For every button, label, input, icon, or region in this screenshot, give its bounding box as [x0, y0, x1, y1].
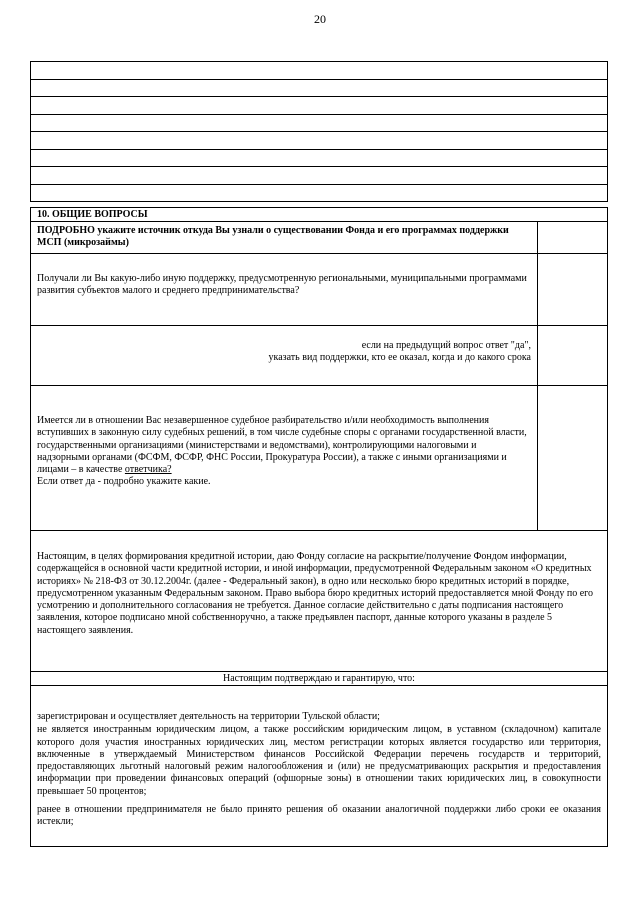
litigation-text: Имеется ли в отношении Вас незавершенное судебное разбирательство и/или необходимость выполнения вступивших в законную силу судебных решений, в том числе судебные споры с органами государственной власти, государственными организациями (министерствами и ведомствами), контролирующими налоговыми и надзорными органами (ФСФМ, ФСФР, ФНС России, Прокуратура России), а также с иными организациями и лицами – в качестве — [37, 415, 527, 476]
blank-line[interactable] — [31, 80, 607, 98]
confirm-item-3: ранее в отношении предпринимателя не было принято решения об оказании аналогичной поддержки либо сроки ее оказания истекли; — [37, 804, 601, 828]
section-title: 10. ОБЩИЕ ВОПРОСЫ — [37, 209, 148, 220]
confirm-item-1: зарегистрирован и осуществляет деятельность на территории Тульской области; — [37, 711, 380, 722]
support-details-line-2: указать вид поддержки, кто ее оказал, когда и до какого срока — [268, 352, 531, 364]
confirm-item-2: не является иностранным юридическим лицом, а также российским юридическим лицом, в уставном (складочном) капитале которого доля участия иностранных юридических лиц, местом регистрации которых является государство или территория, включенные в утверждаемый Министерством финансов Российской Федерации перечень государств и территорий, предоставляющих льготный налоговый режим налогообложения и (или) не предусматривающих раскрытия и предоставления информации при проведении финансовых операций (офшорные зоны) в отношении таких юридических лиц, в совокупности превышает 50 процентов; — [37, 724, 601, 797]
section-title-row — [31, 208, 607, 222]
question-litigation-label — [31, 386, 537, 530]
answer-other-support-field[interactable] — [537, 254, 607, 325]
question-source-label: ПОДРОБНО укажите источник откуда Вы узнали о существовании Фонда и его программах поддержки МСП (микрозаймы) — [37, 225, 509, 249]
blank-lines-table — [30, 61, 608, 202]
question-support-details-row — [31, 326, 607, 386]
confirm-header-row — [31, 672, 607, 686]
question-litigation-row — [31, 386, 607, 531]
blank-line[interactable] — [31, 115, 607, 133]
question-source-row — [31, 222, 607, 254]
confirm-header: Настоящим подтверждаю и гарантирую, что: — [223, 673, 415, 684]
page-number: 20 — [314, 12, 326, 26]
answer-support-details-field[interactable] — [537, 326, 607, 385]
answer-source-field[interactable] — [537, 222, 607, 253]
confirm-items — [31, 686, 607, 846]
blank-line[interactable] — [31, 185, 607, 202]
blank-line[interactable] — [31, 97, 607, 115]
credit-history-consent: Настоящим, в целях формирования кредитной истории, даю Фонду согласие на раскрытие/получение Фондом информации, содержащейся в основной части кредитной истории, и иной информации, предусмотренной Федеральным законом «О кредитных историях» № 218-ФЗ от 30.12.2004г. (далее - Федеральный закон), в одно или несколько бюро кредитных историй в порядке, предусмотренном указанным Федеральным законом. Право выбора бюро кредитных историй предоставляется мной Фонду по его усмотрению и дополнительного согласования не требуется. Данное согласие действительно с даты подписания настоящего заявления, которое подписано мной собственноручно, а также предъявлен паспорт, данные которого указаны в разделе 5 настоящего заявления. — [37, 551, 594, 636]
question-support-details-label — [31, 326, 537, 385]
consent-row — [31, 531, 607, 672]
litigation-defendant: ответчика? — [124, 464, 172, 476]
blank-line[interactable] — [31, 132, 607, 150]
question-other-support-label: Получали ли Вы какую-либо иную поддержку, предусмотренную региональными, муниципальными программами развития субъектов малого и среднего предпринимательства? — [37, 273, 527, 297]
blank-line[interactable] — [31, 150, 607, 168]
question-other-support-row — [31, 254, 607, 326]
support-details-line-1: если на предыдущий вопрос ответ "да", — [361, 340, 531, 351]
general-questions-table — [30, 207, 608, 847]
litigation-details-note: Если ответ да - подробно укажите какие. — [37, 476, 211, 488]
answer-litigation-field[interactable] — [537, 386, 607, 530]
blank-line[interactable] — [31, 167, 607, 185]
blank-line[interactable] — [31, 62, 607, 80]
